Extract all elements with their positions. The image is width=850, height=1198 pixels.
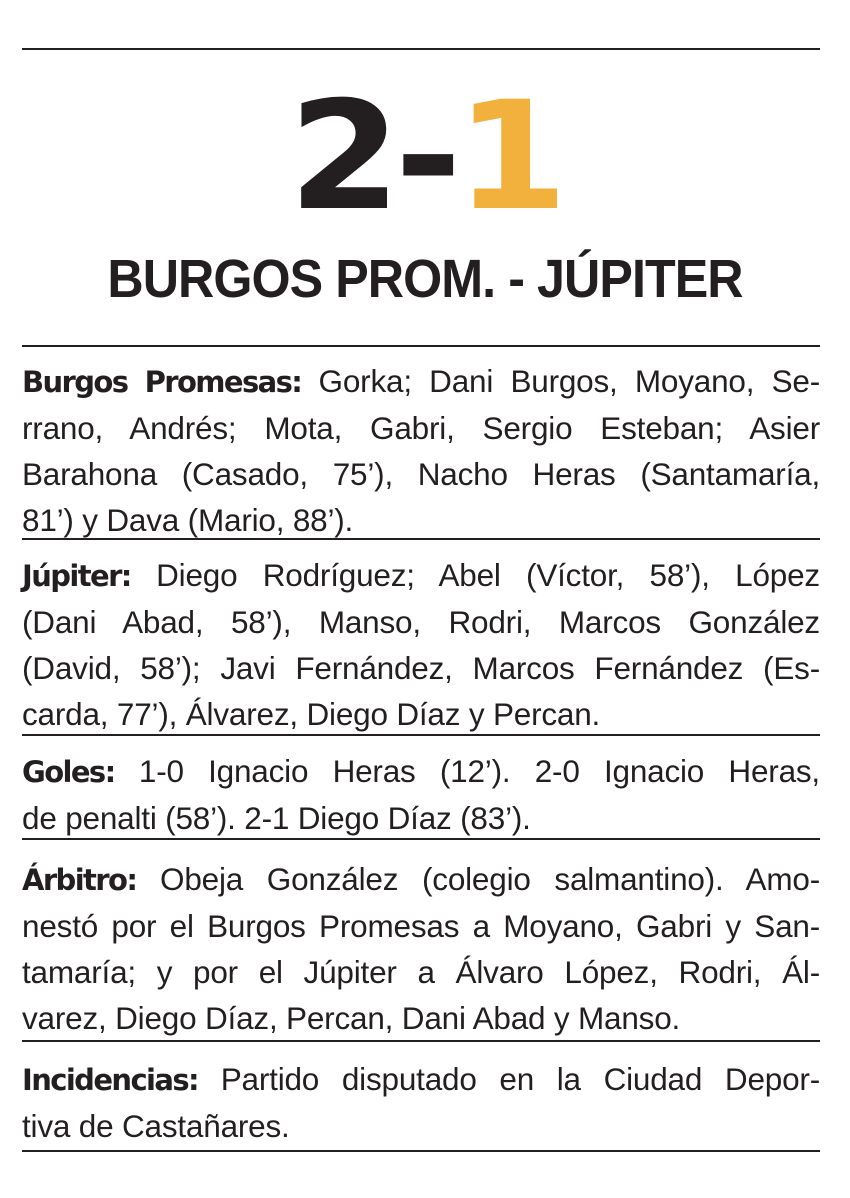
section-label: Júpiter: <box>22 559 131 593</box>
referee <box>22 856 820 1041</box>
goals-text: de penalti (58’). 2-1 Diego Díaz (83’). <box>22 800 531 836</box>
section-rule <box>22 838 820 840</box>
referee-text: varez, Diego Díaz, Percan, Dani Abad y Manso. <box>22 1000 681 1036</box>
referee-text: Obeja González (colegio salmantino). Amo- <box>136 861 820 897</box>
section-label: Burgos Promesas: <box>22 365 302 399</box>
lineup-burgos <box>22 358 820 543</box>
goals-text: 1-0 Ignacio Heras (12’). 2-0 Ignacio Heras, <box>114 753 820 789</box>
lineup-text: Barahona (Casado, 75’), Nacho Heras (Santamaría, <box>22 456 820 492</box>
incidents <box>22 1056 820 1149</box>
section-label: Incidencias: <box>22 1063 198 1097</box>
referee-text: nestó por el Burgos Promesas a Moyano, Gabri y San- <box>22 908 820 944</box>
section-label: Árbitro: <box>22 863 137 897</box>
lineup-text: rrano, Andrés; Mota, Gabri, Sergio Esteban; Asier <box>22 410 820 446</box>
lineup-text: Gorka; Dani Burgos, Moyano, Se- <box>301 363 820 399</box>
lineup-jupiter <box>22 552 820 737</box>
score-dash: - <box>394 70 456 244</box>
top-rule <box>22 48 820 50</box>
section-rule <box>22 538 820 540</box>
referee-text: tamaría; y por el Júpiter a Álvaro López, Rodri, Ál- <box>22 954 820 990</box>
incidents-text: Partido disputado en la Ciudad Depor- <box>198 1061 820 1097</box>
goals <box>22 748 820 841</box>
incidents-text: tiva de Castañares. <box>22 1108 290 1144</box>
bottom-rule <box>22 1150 820 1152</box>
lineup-text: 81’) y Dava (Mario, 88’). <box>22 502 354 538</box>
section-rule <box>22 734 820 736</box>
section-rule <box>22 1040 820 1042</box>
match-score <box>0 70 850 244</box>
lineup-text: (Dani Abad, 58’), Manso, Rodri, Marcos González <box>22 604 820 640</box>
lineup-text: carda, 77’), Álvarez, Diego Díaz y Percan. <box>22 696 601 732</box>
lineup-text: Diego Rodríguez; Abel (Víctor, 58’), López <box>130 557 820 593</box>
home-score: 2 <box>288 70 395 244</box>
teams-title: BURGOS PROM. - JÚPITER <box>107 249 743 309</box>
section-label: Goles: <box>22 755 115 789</box>
section-rule <box>22 345 820 347</box>
lineup-text: (David, 58’); Javi Fernández, Marcos Fernández (Es- <box>22 650 820 686</box>
away-score: 1 <box>455 70 562 244</box>
